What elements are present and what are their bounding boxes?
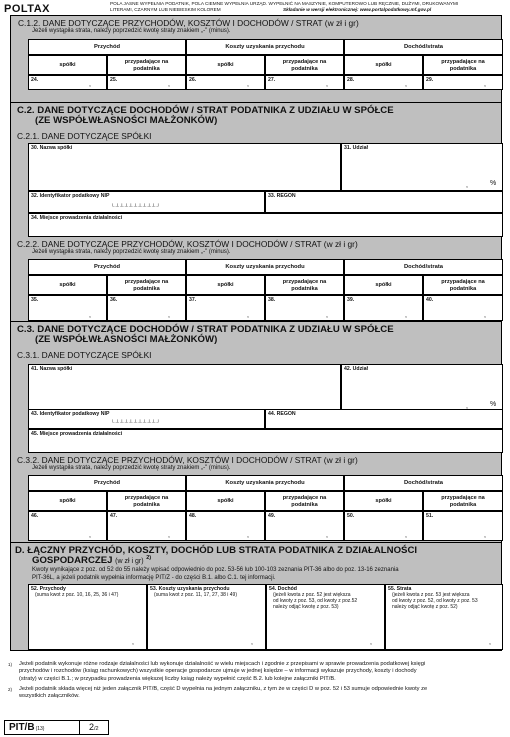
field-34-location[interactable]	[28, 213, 503, 237]
d-title-2: GOSPODARCZEJ (w zł i gr) $^{2)}$	[32, 555, 152, 567]
d-title-1: D. ŁĄCZNY PRZYCHÓD, KOSZTY, DOCHÓD LUB STRATA PODATNIKA Z DZIAŁALNOŚCI	[15, 545, 418, 556]
group-header-0	[28, 39, 186, 55]
d-note-1: Kwoty wynikające z poz. od 52 do 55 należy wpisać odpowiednio do poz. 53-56 lub 100-103 zeznania PIT-36 albo do poz. 13-16 zeznania	[32, 567, 399, 573]
group-header-1	[186, 475, 344, 491]
group-header-label: Przychód	[93, 44, 121, 50]
amount-field[interactable]: 27. ,	[265, 75, 344, 90]
field-number: 48.	[189, 513, 197, 519]
field-30-company-name[interactable]	[28, 143, 341, 191]
field-41-label: 41. Nazwa spółki	[31, 366, 73, 372]
sub-header-label: przypadające na podatnika	[441, 495, 485, 508]
amount-field[interactable]: 40. ,	[423, 295, 503, 321]
amount-field[interactable]: 50. ,	[344, 511, 423, 541]
field-31-label: 31. Udział	[344, 145, 368, 151]
footnote-1-line-2: przychodów i rozchodów (ksiąg rachunkowych) wszystkie operacje gospodarcze ujmuje w jednej księdze – w informacji wykazuje przychody, koszty i dochody	[19, 668, 417, 675]
field-54-income[interactable]: 54. Dochód (jeżeli kwota z poz. 52 jest większa od kwoty z poz. 53, od kwoty z poz.52 należy odjąć kwotę z poz. 53) ,	[266, 584, 385, 650]
sub-header-taxpayer	[265, 275, 344, 295]
sub-header-label: przypadające na podatnika	[124, 495, 169, 508]
group-header-label: Przychód	[93, 480, 121, 486]
c22-title: C.2.2. DANE DOTYCZĄCE PRZYCHODÓW, KOSZTÓW I DOCHODÓW / STRAT (w zł i gr)	[17, 239, 358, 249]
group-header-0	[28, 475, 186, 491]
footnote-2-line-1: Jeżeli podatnik składa więcej niż jeden załącznik PIT/B, część D wypełnia na jednym załączniku, z tym że w części D w poz. 52 i 53 sumuje odpowiednie kwoty ze	[19, 686, 428, 692]
footnote-1-line-1: Jeżeli podatnik wykonuje różne rodzaje działalności lub wykonuje działalność w wielu miejscach i zgodnie z przepisami w sprawie prowadzenia podatkowej księgi	[19, 661, 426, 667]
field-32-label: 32. Identyfikator podatkowy NIP	[31, 193, 110, 199]
field-number: 37.	[189, 297, 197, 303]
sub-header-label: spółki	[217, 62, 234, 68]
sub-header-label: przypadające na podatnika	[124, 59, 169, 72]
field-54-hint-3: należy odjąć kwotę z poz. 53)	[273, 604, 339, 610]
amount-field[interactable]: 49. ,	[265, 511, 344, 541]
sub-header-taxpayer	[107, 55, 186, 75]
field-52-label: 52. Przychody	[31, 586, 66, 592]
field-number: 26.	[189, 77, 197, 83]
amount-field[interactable]: 24. ,	[28, 75, 107, 90]
group-header-2	[344, 39, 503, 55]
amount-field[interactable]: 47. ,	[107, 511, 186, 541]
brand-logo: POLTAX	[4, 3, 50, 15]
c2-title-2: (ZE WSPÓŁWŁASNOŚCI MAŁŻONKÓW)	[35, 115, 218, 126]
group-header-2	[344, 259, 503, 275]
field-33-label: 33. REGON	[268, 193, 296, 199]
sub-header-company	[28, 55, 107, 75]
field-54-label: 54. Dochód	[269, 586, 297, 592]
amount-field[interactable]: 51. ,	[423, 511, 503, 541]
amount-field[interactable]: 26. ,	[186, 75, 265, 90]
footnote-2-line-2: wszystkich załączników.	[19, 693, 80, 700]
footnote-2-mark: 2)	[8, 687, 13, 692]
header-instructions-1: POLA JASNE WYPEŁNIA PODATNIK, POLA CIEMNE WYPEŁNIA URZĄD. WYPEŁNIĆ NA MASZYNIE, KOMPUTEROWO LUB RĘCZNIE, DUŻYMI, DRUKOWANYMI	[110, 1, 459, 6]
group-header-label: Dochód/strata	[404, 264, 443, 270]
header-electronic-note: Składanie w wersji elektronicznej: www.portalpodatkowy.mf.gov.pl	[283, 7, 432, 12]
group-header-label: Koszty uzyskania przychodu	[225, 480, 305, 486]
field-55-hint-1: (jeżeli kwota z poz. 53 jest większa	[392, 592, 470, 598]
section-d	[10, 543, 502, 651]
field-43-nip[interactable]: 43. Identyfikator podatkowy NIP └┴┴┴┴┴┴┴┴┴┘	[28, 409, 265, 429]
amount-field[interactable]: 39. ,	[344, 295, 423, 321]
field-number: 49.	[268, 513, 276, 519]
field-number: 36.	[110, 297, 118, 303]
group-header-label: Dochód/strata	[404, 44, 443, 50]
field-number: 29.	[426, 77, 434, 83]
amount-field[interactable]: 38. ,	[265, 295, 344, 321]
field-44-label: 44. REGON	[268, 411, 296, 417]
field-45-location[interactable]	[28, 429, 503, 453]
field-55-label: 55. Strata	[388, 586, 412, 592]
sub-header-label: przypadające na podatnika	[282, 279, 327, 292]
sub-header-company	[28, 275, 107, 295]
c32-title: C.3.2. DANE DOTYCZĄCE PRZYCHODÓW, KOSZTÓW I DOCHODÓW / STRAT (w zł i gr)	[17, 455, 358, 465]
field-number: 51.	[426, 513, 434, 519]
sub-header-label: spółki	[217, 282, 234, 288]
field-number: 47.	[110, 513, 118, 519]
field-34-label: 34. Miejsce prowadzenia działalności	[31, 215, 123, 221]
sub-header-taxpayer	[423, 55, 503, 75]
footnote-1-line-3: (straty) w części B.1.; w przypadku prowadzenia większej liczby ksiąg należy wypełnić część B.2. lub kolejne załączniki PIT/B.	[19, 675, 336, 682]
d-note-2: PIT-36L, a jeżeli podatnik wypełnia informację PIT/Z - do części B.1. albo C.1. tej informacji.	[32, 575, 276, 581]
sub-header-company	[186, 55, 265, 75]
field-55-hint-2: od kwoty z poz. 52, od kwoty z poz. 53	[392, 598, 478, 604]
field-31-share[interactable]: 31. Udział , %	[341, 143, 503, 191]
sub-header-label: przypadające na podatnika	[282, 59, 327, 72]
field-number: 50.	[347, 513, 355, 519]
field-52-revenue[interactable]: 52. Przychody (suma kwot z poz. 10, 16, 25, 36 i 47) ,	[28, 584, 147, 650]
section-c3	[10, 322, 502, 543]
sub-header-label: przypadające na podatnika	[124, 279, 169, 292]
field-43-label: 43. Identyfikator podatkowy NIP	[31, 411, 110, 417]
percent-sign: %	[490, 401, 497, 408]
amount-field[interactable]: 37. ,	[186, 295, 265, 321]
field-45-label: 45. Miejsce prowadzenia działalności	[31, 431, 123, 437]
section-c2	[10, 103, 502, 322]
field-number: 25.	[110, 77, 118, 83]
sub-header-label: spółki	[59, 498, 76, 504]
field-number: 46.	[31, 513, 39, 519]
sub-header-taxpayer	[423, 275, 503, 295]
field-number: 40.	[426, 297, 434, 303]
field-number: 38.	[268, 297, 276, 303]
percent-sign: %	[490, 180, 497, 187]
field-number: 35.	[31, 297, 39, 303]
sub-header-company	[186, 491, 265, 511]
sub-header-label: przypadające na podatnika	[441, 279, 485, 292]
field-55-loss[interactable]: 55. Strata (jeżeli kwota z poz. 53 jest większa od kwoty z poz. 52, od kwoty z poz. 53 należy odjąć kwotę z poz. 52) ,	[385, 584, 503, 650]
field-52-hint: (suma kwot z poz. 10, 16, 25, 36 i 47)	[35, 592, 119, 598]
c31-title: C.3.1. DANE DOTYCZĄCE SPÓŁKI	[17, 350, 152, 360]
sub-header-company	[344, 275, 423, 295]
field-42-share[interactable]: 42. Udział , %	[341, 364, 503, 412]
field-54-hint-1: (jeżeli kwota z poz. 52 jest większa	[273, 592, 351, 598]
sub-header-company	[28, 491, 107, 511]
sub-header-company	[186, 275, 265, 295]
c12-title: C.1.2. DANE DOTYCZĄCE PRZYCHODÓW, KOSZTÓW I DOCHODÓW / STRAT (w zł i gr)	[18, 18, 359, 28]
group-header-1	[186, 39, 344, 55]
field-33-regon[interactable]	[265, 191, 503, 213]
field-number: 27.	[268, 77, 276, 83]
c3-title-1: C.3. DANE DOTYCZĄCE DOCHODÓW / STRAT PODATNIKA Z UDZIAŁU W SPÓŁCE	[17, 324, 394, 335]
group-header-label: Koszty uzyskania przychodu	[225, 44, 305, 50]
group-header-0	[28, 259, 186, 275]
sub-header-label: przypadające na podatnika	[282, 495, 327, 508]
c21-title: C.2.1. DANE DOTYCZĄCE SPÓŁKI	[17, 131, 152, 141]
field-42-label: 42. Udział	[344, 366, 368, 372]
sub-header-label: spółki	[375, 282, 392, 288]
c32-note: Jeżeli wystąpiła strata, należy poprzedzić kwotę straty znakiem „-" (minus).	[32, 465, 231, 471]
field-32-nip[interactable]: 32. Identyfikator podatkowy NIP └┴┴┴┴┴┴┴┴┴┘	[28, 191, 265, 213]
group-header-2	[344, 475, 503, 491]
sub-header-taxpayer	[265, 55, 344, 75]
form-name: PIT/B(13)	[9, 722, 45, 733]
field-number: 24.	[31, 77, 39, 83]
group-header-label: Dochód/strata	[404, 480, 443, 486]
amount-field[interactable]: 35. ,	[28, 295, 107, 321]
amount-field[interactable]: 28. ,	[344, 75, 423, 90]
sub-header-label: spółki	[59, 282, 76, 288]
c2-title-1: C.2. DANE DOTYCZĄCE DOCHODÓW / STRAT PODATNIKA Z UDZIAŁU W SPÓŁCE	[17, 105, 394, 116]
section-c12	[10, 15, 502, 103]
field-number: 39.	[347, 297, 355, 303]
c22-note: Jeżeli wystąpiła strata, należy poprzedzić kwotę straty znakiem „-" (minus).	[32, 249, 231, 255]
field-55-hint-3: należy odjąć kwotę z poz. 52)	[392, 604, 458, 610]
group-header-1	[186, 259, 344, 275]
sub-header-label: spółki	[217, 498, 234, 504]
sub-header-company	[344, 491, 423, 511]
form-id-box	[4, 720, 109, 735]
c3-title-2: (ZE WSPÓŁWŁASNOŚCI MAŁŻONKÓW)	[35, 334, 218, 345]
sub-header-label: spółki	[59, 62, 76, 68]
sub-header-label: spółki	[375, 498, 392, 504]
amount-field[interactable]: 29. ,	[423, 75, 503, 90]
amount-field[interactable]: 36. ,	[107, 295, 186, 321]
field-53-costs[interactable]: 53. Koszty uzyskania przychodu (suma kwot z poz. 11, 17, 27, 38 i 49) ,	[147, 584, 266, 650]
field-53-label: 53. Koszty uzyskania przychodu	[150, 586, 230, 592]
sub-header-label: przypadające na podatnika	[441, 59, 485, 72]
footnote-1-mark: 1)	[8, 662, 13, 667]
group-header-label: Koszty uzyskania przychodu	[225, 264, 305, 270]
amount-field[interactable]: 46. ,	[28, 511, 107, 541]
field-53-hint: (suma kwot z poz. 11, 17, 27, 38 i 49)	[154, 592, 238, 598]
c12-note: Jeżeli wystąpiła strata, należy poprzedzić kwotę straty znakiem „-" (minus).	[32, 28, 231, 34]
field-number: 28.	[347, 77, 355, 83]
sub-header-company	[344, 55, 423, 75]
field-44-regon[interactable]	[265, 409, 503, 429]
amount-field[interactable]: 48. ,	[186, 511, 265, 541]
sub-header-taxpayer	[107, 491, 186, 511]
sub-header-taxpayer	[423, 491, 503, 511]
sub-header-taxpayer	[265, 491, 344, 511]
field-54-hint-2: od kwoty z poz. 53, od kwoty z poz.52	[273, 598, 358, 604]
group-header-label: Przychód	[93, 264, 121, 270]
amount-field[interactable]: 25. ,	[107, 75, 186, 90]
field-41-company-name[interactable]	[28, 364, 341, 412]
field-30-label: 30. Nazwa spółki	[31, 145, 73, 151]
sub-header-label: spółki	[375, 62, 392, 68]
header-instructions-2: LITERAMI, CZARNYM LUB NIEBIESKIM KOLOREM	[110, 7, 221, 12]
sub-header-taxpayer	[107, 275, 186, 295]
page-number: 2/2	[89, 722, 99, 732]
